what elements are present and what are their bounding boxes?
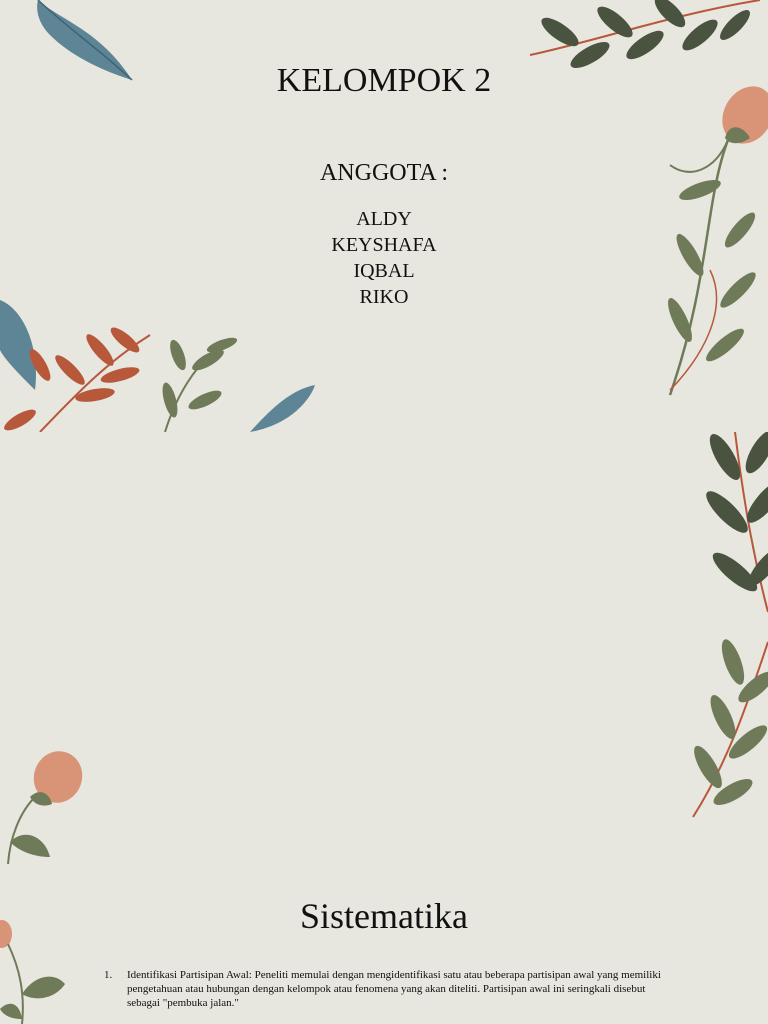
member-name: ALDY [356,208,412,230]
list-item [104,968,664,1010]
leaf-branch-illustration [688,632,768,822]
steps-list [104,968,664,1010]
member-name: IQBAL [353,260,415,282]
slide-title [0,0,768,432]
flower-illustration [0,742,90,864]
leaf-branch-illustration [520,0,768,70]
group-title: KELOMPOK 2 [276,62,492,99]
list-item-number: 1. [104,969,113,981]
bottom-leaves-illustration [0,290,320,432]
list-item-text: Identifikasi Partisipan Awal: Peneliti memulai dengan mengidentifikasi satu atau beberapa partisipan awal yang memiliki pengetahuan atau hubungan dengan kelompok atau fenomena yang akan diteliti. Partisipan awal ini seringkali disebut sebagai "pembuka jalan." [127,969,661,1009]
slide-systematics [0,864,768,1024]
section-title: Sistematika [300,896,468,936]
members-label: ANGGOTA : [319,160,449,186]
member-name: RIKO [359,286,409,308]
members-list [0,206,768,310]
slide-introduction [0,432,768,864]
member-name: KEYSHAFA [331,234,437,256]
leaf-branch-illustration [705,432,768,622]
